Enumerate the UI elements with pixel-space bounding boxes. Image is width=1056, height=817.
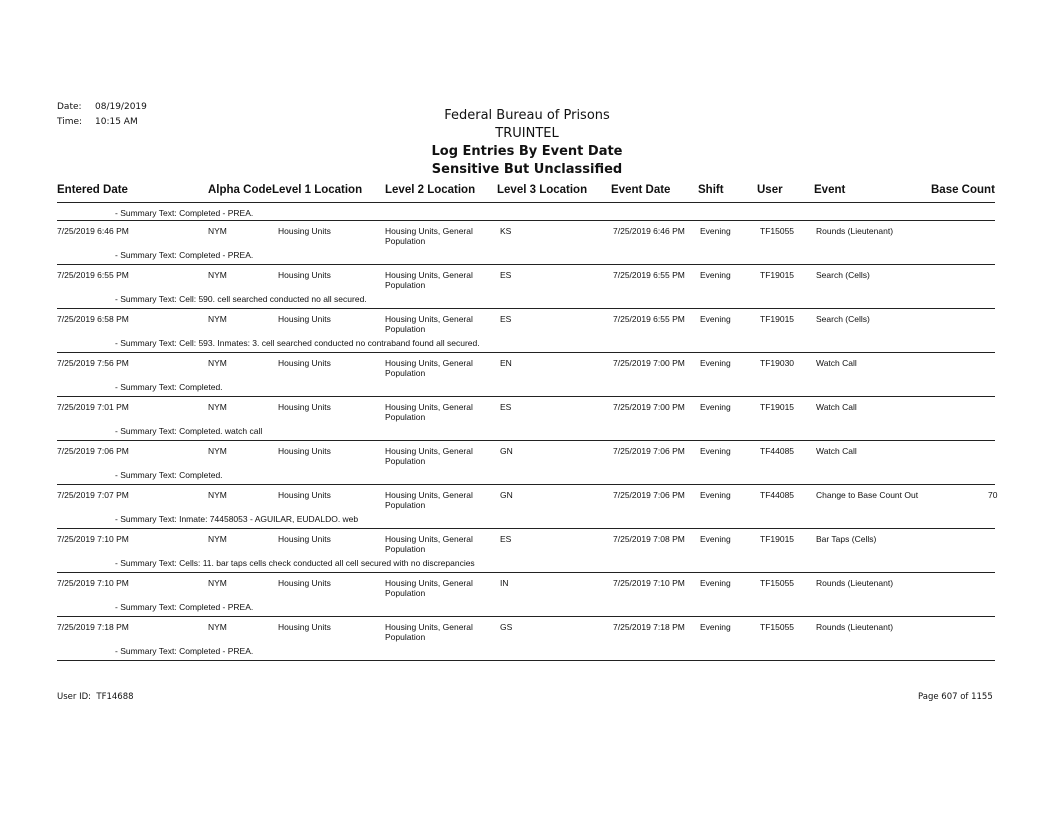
cell-l2-cont: Population	[385, 500, 426, 510]
cell-l2a: Housing Units, General	[385, 578, 473, 588]
report-time: Time: 10:15 AM	[57, 117, 138, 127]
summary-text: - Summary Text: Completed. watch call	[115, 426, 263, 436]
cell-l2-cont: Population	[385, 412, 426, 422]
col-user: User	[757, 184, 783, 196]
row-rule	[57, 220, 995, 221]
footer-user-id: User ID: TF14688	[57, 692, 134, 702]
cell-event: Rounds (Lieutenant)	[816, 226, 894, 236]
row-rule	[57, 484, 995, 485]
cell-event: Watch Call	[816, 358, 857, 368]
cell-user: TF19015	[760, 314, 795, 324]
col-alpha-code: Alpha Code	[208, 184, 272, 196]
summary-text: - Summary Text: Cell: 593. Inmates: 3. cell searched conducted no contraband found all secured.	[115, 338, 480, 348]
cell-shift: Evening	[700, 270, 731, 280]
cell-alpha: NYM	[208, 446, 227, 456]
cell-l2a: Housing Units, General	[385, 402, 473, 412]
col-level1: Level 1 Location	[272, 184, 363, 196]
cell-user: TF19015	[760, 270, 795, 280]
cell-l3: ES	[500, 270, 512, 280]
cell-entered: 7/25/2019 7:01 PM	[57, 402, 129, 412]
cell-event-date: 7/25/2019 6:55 PM	[613, 314, 685, 324]
cell-l1: Housing Units	[278, 358, 331, 368]
cell-l2a: Housing Units, General	[385, 446, 473, 456]
cell-l2a: Housing Units, General	[385, 358, 473, 368]
cell-l1: Housing Units	[278, 446, 331, 456]
cell-shift: Evening	[700, 534, 731, 544]
header-rule	[57, 202, 995, 203]
cell-event-date: 7/25/2019 7:00 PM	[613, 402, 685, 412]
cell-event-date: 7/25/2019 7:18 PM	[613, 622, 685, 632]
cell-alpha: NYM	[208, 402, 227, 412]
cell-l1: Housing Units	[278, 534, 331, 544]
cell-shift: Evening	[700, 226, 731, 236]
summary-text: - Summary Text: Completed.	[115, 382, 223, 392]
cell-entered: 7/25/2019 7:07 PM	[57, 490, 129, 500]
cell-entered: 7/25/2019 7:56 PM	[57, 358, 129, 368]
cell-event-date: 7/25/2019 6:46 PM	[613, 226, 685, 236]
cell-event-date: 7/25/2019 7:06 PM	[613, 446, 685, 456]
cell-event: Rounds (Lieutenant)	[816, 622, 894, 632]
col-entered-date: Entered Date	[57, 184, 128, 196]
cell-entered: 7/25/2019 7:06 PM	[57, 446, 129, 456]
cell-l1: Housing Units	[278, 402, 331, 412]
cell-entered: 7/25/2019 7:10 PM	[57, 578, 129, 588]
cell-event-date: 7/25/2019 7:00 PM	[613, 358, 685, 368]
cell-base: 70	[988, 490, 998, 500]
cell-l2a: Housing Units, General	[385, 622, 473, 632]
cell-entered: 7/25/2019 7:18 PM	[57, 622, 129, 632]
cell-l2-cont: Population	[385, 588, 426, 598]
cell-l2-cont: Population	[385, 236, 426, 246]
report-date: Date: 08/19/2019	[57, 102, 147, 112]
row-rule	[57, 352, 995, 353]
cell-event: Watch Call	[816, 402, 857, 412]
col-event-date: Event Date	[611, 184, 671, 196]
summary-text: - Summary Text: Cell: 590. cell searched conducted no all secured.	[115, 294, 367, 304]
cell-shift: Evening	[700, 358, 731, 368]
cell-user: TF44085	[760, 490, 795, 500]
cell-l2-cont: Population	[385, 544, 426, 554]
cell-user: TF44085	[760, 446, 795, 456]
row-rule	[57, 396, 995, 397]
col-level2: Level 2 Location	[385, 184, 476, 196]
summary-text: - Summary Text: Completed - PREA.	[115, 250, 254, 260]
summary-text: - Summary Text: Completed.	[115, 470, 223, 480]
row-rule	[57, 572, 995, 573]
cell-event: Rounds (Lieutenant)	[816, 578, 894, 588]
row-rule	[57, 440, 995, 441]
cell-l2a: Housing Units, General	[385, 314, 473, 324]
bottom-rule	[57, 660, 995, 661]
cell-user: TF15055	[760, 226, 795, 236]
cell-alpha: NYM	[208, 578, 227, 588]
cell-l1: Housing Units	[278, 490, 331, 500]
col-event: Event	[814, 184, 846, 196]
cell-l1: Housing Units	[278, 226, 331, 236]
cell-l1: Housing Units	[278, 622, 331, 632]
cell-l3: KS	[500, 226, 512, 236]
cell-l1: Housing Units	[278, 314, 331, 324]
cell-alpha: NYM	[208, 490, 227, 500]
cell-l3: EN	[500, 358, 512, 368]
cell-user: TF19015	[760, 534, 795, 544]
cell-l3: GN	[500, 490, 513, 500]
summary-text: - Summary Text: Completed - PREA.	[115, 602, 254, 612]
cell-alpha: NYM	[208, 622, 227, 632]
cell-l2-cont: Population	[385, 368, 426, 378]
cell-event-date: 7/25/2019 7:06 PM	[613, 490, 685, 500]
cell-l1: Housing Units	[278, 270, 331, 280]
row-rule	[57, 528, 995, 529]
summary-text: - Summary Text: Inmate: 74458053 - AGUILAR, EUDALDO. web	[115, 514, 359, 524]
cell-l3: GN	[500, 446, 513, 456]
cell-entered: 7/25/2019 6:58 PM	[57, 314, 129, 324]
cell-l2a: Housing Units, General	[385, 270, 473, 280]
row-rule	[57, 264, 995, 265]
cell-event: Search (Cells)	[816, 314, 870, 324]
cell-event: Change to Base Count Out	[816, 490, 919, 500]
cell-l2-cont: Population	[385, 280, 426, 290]
cell-shift: Evening	[700, 402, 731, 412]
cell-event: Bar Taps (Cells)	[816, 534, 877, 544]
summary-text: - Summary Text: Completed - PREA.	[115, 646, 254, 656]
cell-l1: Housing Units	[278, 578, 331, 588]
cell-event-date: 7/25/2019 6:55 PM	[613, 270, 685, 280]
cell-l2a: Housing Units, General	[385, 226, 473, 236]
cell-entered: 7/25/2019 6:55 PM	[57, 270, 129, 280]
cell-l2-cont: Population	[385, 632, 426, 642]
cell-user: TF15055	[760, 578, 795, 588]
cell-event-date: 7/25/2019 7:10 PM	[613, 578, 685, 588]
summary-text: - Summary Text: Cells: 11. bar taps cells check conducted all cell secured with no discrepancies	[115, 558, 475, 568]
cell-l2-cont: Population	[385, 456, 426, 466]
cell-shift: Evening	[700, 578, 731, 588]
cell-entered: 7/25/2019 7:10 PM	[57, 534, 129, 544]
cell-alpha: NYM	[208, 270, 227, 280]
cell-shift: Evening	[700, 622, 731, 632]
row-rule	[57, 616, 995, 617]
cell-l3: IN	[500, 578, 509, 588]
page-number: Page 607 of 1155	[918, 692, 993, 702]
top-summary-text: - Summary Text: Completed - PREA.	[115, 208, 254, 218]
cell-shift: Evening	[700, 446, 731, 456]
cell-event: Watch Call	[816, 446, 857, 456]
cell-l3: GS	[500, 622, 513, 632]
cell-alpha: NYM	[208, 226, 227, 236]
cell-user: TF19030	[760, 358, 795, 368]
cell-event-date: 7/25/2019 7:08 PM	[613, 534, 685, 544]
col-base-count: Base Count	[931, 184, 995, 196]
cell-l2-cont: Population	[385, 324, 426, 334]
cell-user: TF15055	[760, 622, 795, 632]
cell-entered: 7/25/2019 6:46 PM	[57, 226, 129, 236]
cell-l3: ES	[500, 314, 512, 324]
cell-event: Search (Cells)	[816, 270, 870, 280]
cell-shift: Evening	[700, 490, 731, 500]
row-rule	[57, 308, 995, 309]
cell-l3: ES	[500, 534, 512, 544]
cell-alpha: NYM	[208, 358, 227, 368]
cell-l3: ES	[500, 402, 512, 412]
cell-alpha: NYM	[208, 314, 227, 324]
cell-shift: Evening	[700, 314, 731, 324]
cell-alpha: NYM	[208, 534, 227, 544]
cell-user: TF19015	[760, 402, 795, 412]
cell-l2a: Housing Units, General	[385, 534, 473, 544]
cell-l2a: Housing Units, General	[385, 490, 473, 500]
col-level3: Level 3 Location	[497, 184, 588, 196]
col-shift: Shift	[698, 184, 724, 196]
